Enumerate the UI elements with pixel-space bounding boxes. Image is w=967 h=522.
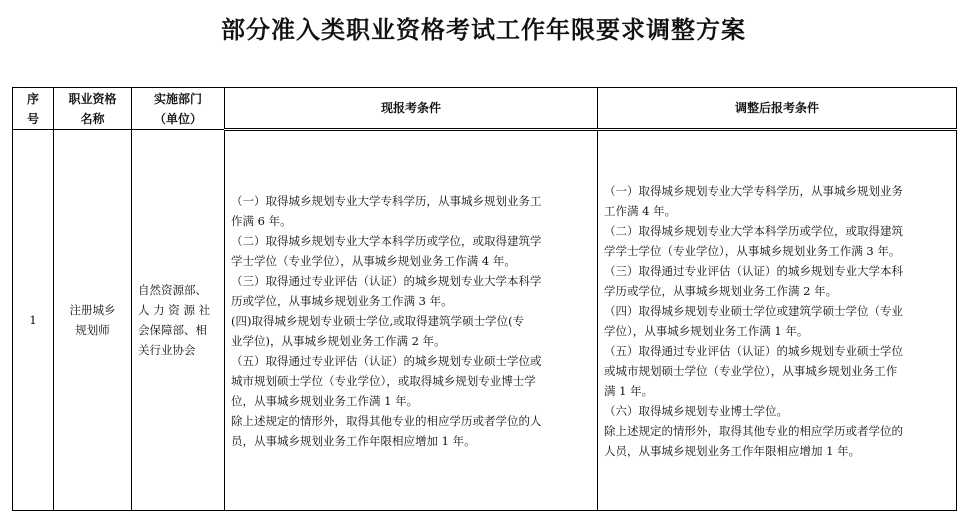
row-number: 1 [13,130,54,511]
header-current-conditions: 现报考条件 [225,88,598,130]
header-no: 序 号 [13,88,54,130]
table-row [13,130,957,511]
adjustment-table [12,87,957,511]
document-title: 部分准入类职业资格考试工作年限要求调整方案 [221,16,746,44]
adjusted-conditions: （一）取得城乡规划专业大学专科学历，从事城乡规划业务 工作满 4 年。 （二）取得城乡规划专业大学本科学历或学位，或取得建筑 学学士学位（专业学位），从事城乡规划业务工作满 3 年。 （三）取得通过专业评估（认证）的城乡规划专业大学本科 学历或学位，从事城乡规划业务工作满 2 年。 （四）取得城乡规划专业硕士学位或建筑学硕士学位（专业 学位），从事城乡规划业务工作满 1 年。 （五）取得通过专业评估（认证）的城乡规划专业硕士学位 或城市规划硕士学位（专业学位），从事城乡规划业务工作 满 1 年。 （六）取得城乡规划专业博士学位。 除上述规定的情形外，取得其他专业的相应学历或者学位的 人员，从事城乡规划业务工作年限相应增加 1 年。 [598,130,957,511]
header-adjusted-conditions: 调整后报考条件 [598,88,957,130]
header-row [13,88,957,130]
qualification-name: 注册城乡 规划师 [54,130,132,511]
current-conditions: （一）取得城乡规划专业大学专科学历，从事城乡规划业务工 作满 6 年。 （二）取得城乡规划专业大学本科学历或学位，或取得建筑学 学士学位（专业学位），从事城乡规划业务工作满 4 年。 （三）取得通过专业评估（认证）的城乡规划专业大学本科学 历或学位，从事城乡规划业务工作满 3 年。 (四)取得城乡规划专业硕士学位,或取得建筑学硕士学位(专 业学位)，从事城乡规划业务工作满 2 年。 （五）取得通过专业评估（认证）的城乡规划专业硕士学位或 城市规划硕士学位（专业学位），或取得城乡规划专业博士学 位，从事城乡规划业务工作满 1 年。 除上述规定的情形外，取得其他专业的相应学历或者学位的人 员，从事城乡规划业务工作年限相应增加 1 年。 [225,130,598,511]
header-department: 实施部门 （单位） [132,88,225,130]
implementing-department: 自然资源部、 人 力 资 源 社 会保障部、相 关行业协会 [132,130,225,511]
header-qualification: 职业资格 名称 [54,88,132,130]
